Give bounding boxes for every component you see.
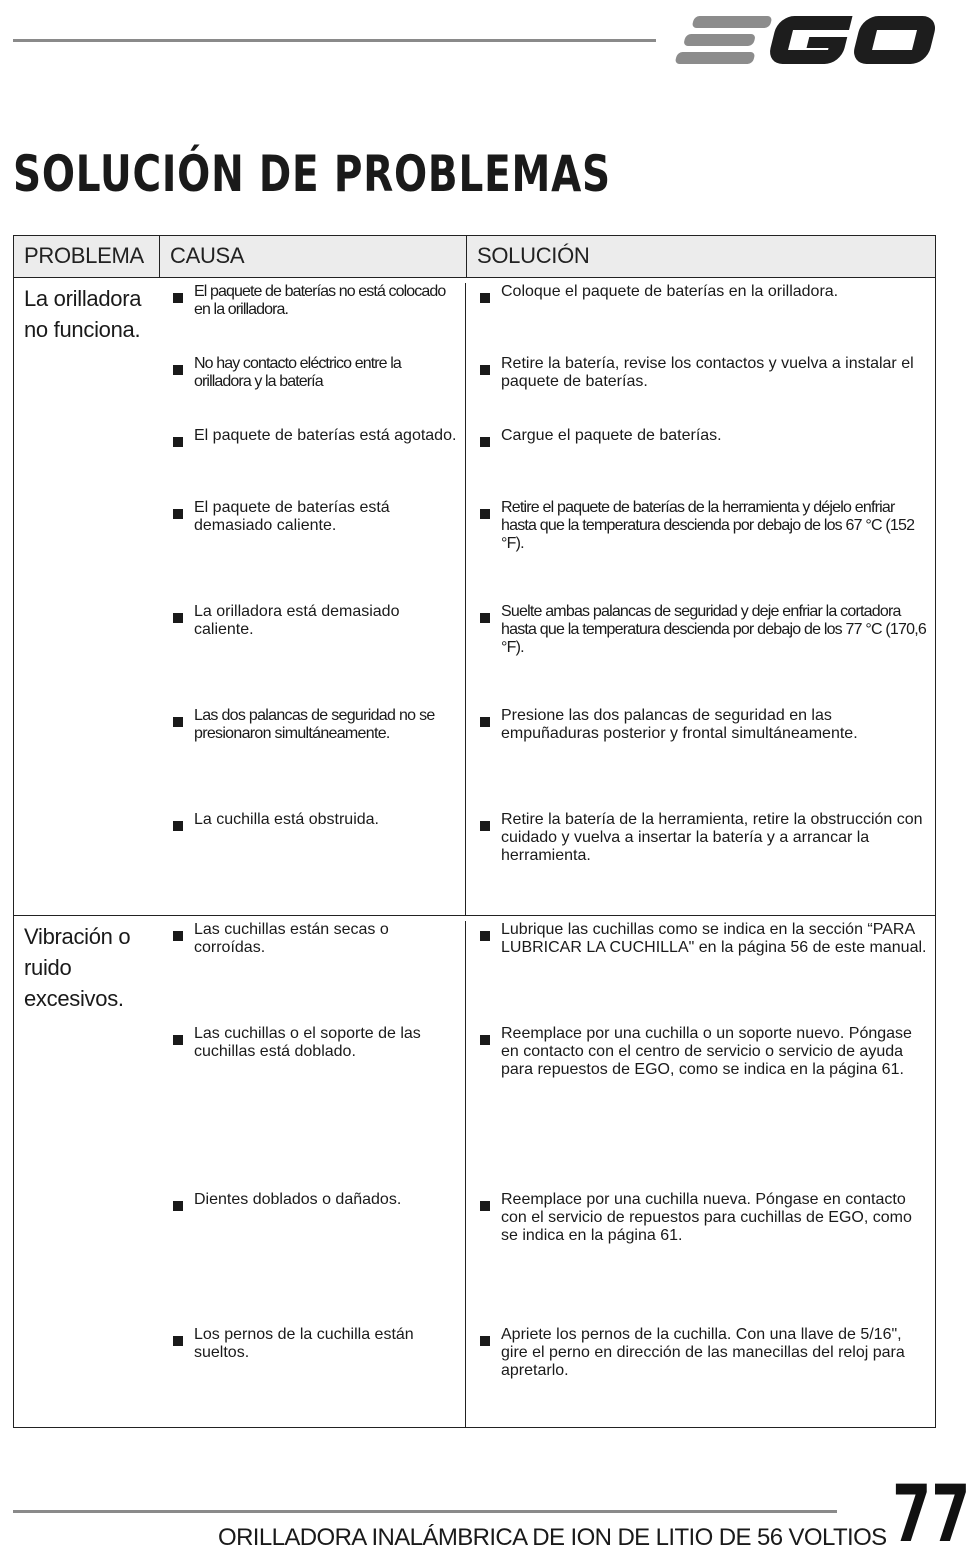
cause-cell: Los pernos de la cuchilla están sueltos. [159,1326,466,1427]
problem-cell: Vibración o ruido excesivos. [24,924,131,1012]
solution-cell: Reemplace por una cuchilla o un soporte nuevo. Póngase en contacto con el centro de servicio o servicio de ayuda para repuestos de EGO, como se indica en la página 61. [466,1025,935,1191]
solution-cell: Coloque el paquete de baterías en la orilladora. [466,283,935,355]
cause-cell: Dientes doblados o dañados. [159,1191,466,1326]
bullet-icon [480,1336,490,1346]
bullet-icon [480,365,490,375]
header-rule [13,39,656,42]
page-title: SOLUCIÓN DE PROBLEMAS [13,145,611,203]
table-section-vibracion [14,916,935,1427]
cause-cell: Las cuchillas o el soporte de las cuchillas está doblado. [159,1025,466,1191]
table-row [159,283,935,355]
bullet-icon [173,1035,183,1045]
table-row [159,499,935,603]
solution-cell: Suelte ambas palancas de seguridad y deje enfriar la cortadora hasta que la temperatura descienda por debajo de los 77 °C (170,6 °F). [466,603,935,707]
column-header-problema: PROBLEMA [24,243,144,268]
cause-cell: Las dos palancas de seguridad no se presionaron simultáneamente. [159,707,466,811]
table-row [159,355,935,427]
bullet-icon [173,293,183,303]
table-row [159,921,935,1025]
bullet-icon [480,931,490,941]
bullet-icon [480,1201,490,1211]
table-row [159,811,935,915]
bullet-icon [173,1336,183,1346]
table-row [159,1326,935,1427]
bullet-icon [480,613,490,623]
solution-cell: Lubrique las cuchillas como se indica en la sección “PARA LUBRICAR LA CUCHILLA" en la página 56 de este manual. [466,921,935,1025]
solution-cell: Presione las dos palancas de seguridad en las empuñaduras posterior y frontal simultáneamente. [466,707,935,811]
page-number: 77 [892,1470,970,1560]
solution-cell: Cargue el paquete de baterías. [466,427,935,499]
cause-cell: El paquete de baterías está agotado. [159,427,466,499]
cause-solution-group [159,278,935,915]
solution-cell: Retire la batería, revise los contactos y vuelva a instalar el paquete de baterías. [466,355,935,427]
cause-cell: La orilladora está demasiado caliente. [159,603,466,707]
bullet-icon [173,437,183,447]
table-row [159,707,935,811]
bullet-icon [480,509,490,519]
footer-rule [13,1510,837,1513]
table-section-no-funciona [14,278,935,916]
footer-title: ORILLADORA INALÁMBRICA DE ION DE LITIO DE 56 VOLTIOS [218,1524,887,1551]
bullet-icon [480,293,490,303]
table-row [159,1191,935,1326]
column-header-causa: CAUSA [159,236,466,277]
bullet-icon [173,717,183,727]
bullet-icon [173,365,183,375]
bullet-icon [173,821,183,831]
cause-cell: El paquete de baterías no está colocado en la orilladora. [159,283,466,355]
bullet-icon [173,931,183,941]
cause-solution-group [159,916,935,1427]
ego-logo [678,10,936,70]
solution-cell: Retire la batería de la herramienta, retire la obstrucción con cuidado y vuelva a insertar la batería y a arrancar la herramienta. [466,811,935,915]
solution-cell: Reemplace por una cuchilla nueva. Póngase en contacto con el servicio de repuestos para cuchillas de EGO, como se indica en la página 61. [466,1191,935,1326]
column-header-solucion: SOLUCIÓN [466,236,935,277]
solution-cell: Retire el paquete de baterías de la herramienta y déjelo enfriar hasta que la temperatura descienda por debajo de los 67 °C (152 °F). [466,499,935,603]
bullet-icon [173,509,183,519]
table-header [14,236,935,278]
problem-cell: La orilladora no funciona. [24,286,142,343]
bullet-icon [173,1201,183,1211]
table-row [159,603,935,707]
bullet-icon [173,613,183,623]
bullet-icon [480,437,490,447]
solution-cell: Apriete los pernos de la cuchilla. Con una llave de 5/16", gire el perno en dirección de las manecillas del reloj para apretarlo. [466,1326,935,1427]
cause-cell: La cuchilla está obstruida. [159,811,466,915]
table-row [159,1025,935,1191]
cause-cell: Las cuchillas están secas o corroídas. [159,921,466,1025]
table-row [159,427,935,499]
bullet-icon [480,717,490,727]
bullet-icon [480,821,490,831]
cause-cell: No hay contacto eléctrico entre la orilladora y la batería [159,355,466,427]
bullet-icon [480,1035,490,1045]
cause-cell: El paquete de baterías está demasiado caliente. [159,499,466,603]
troubleshooting-table [13,235,936,1428]
